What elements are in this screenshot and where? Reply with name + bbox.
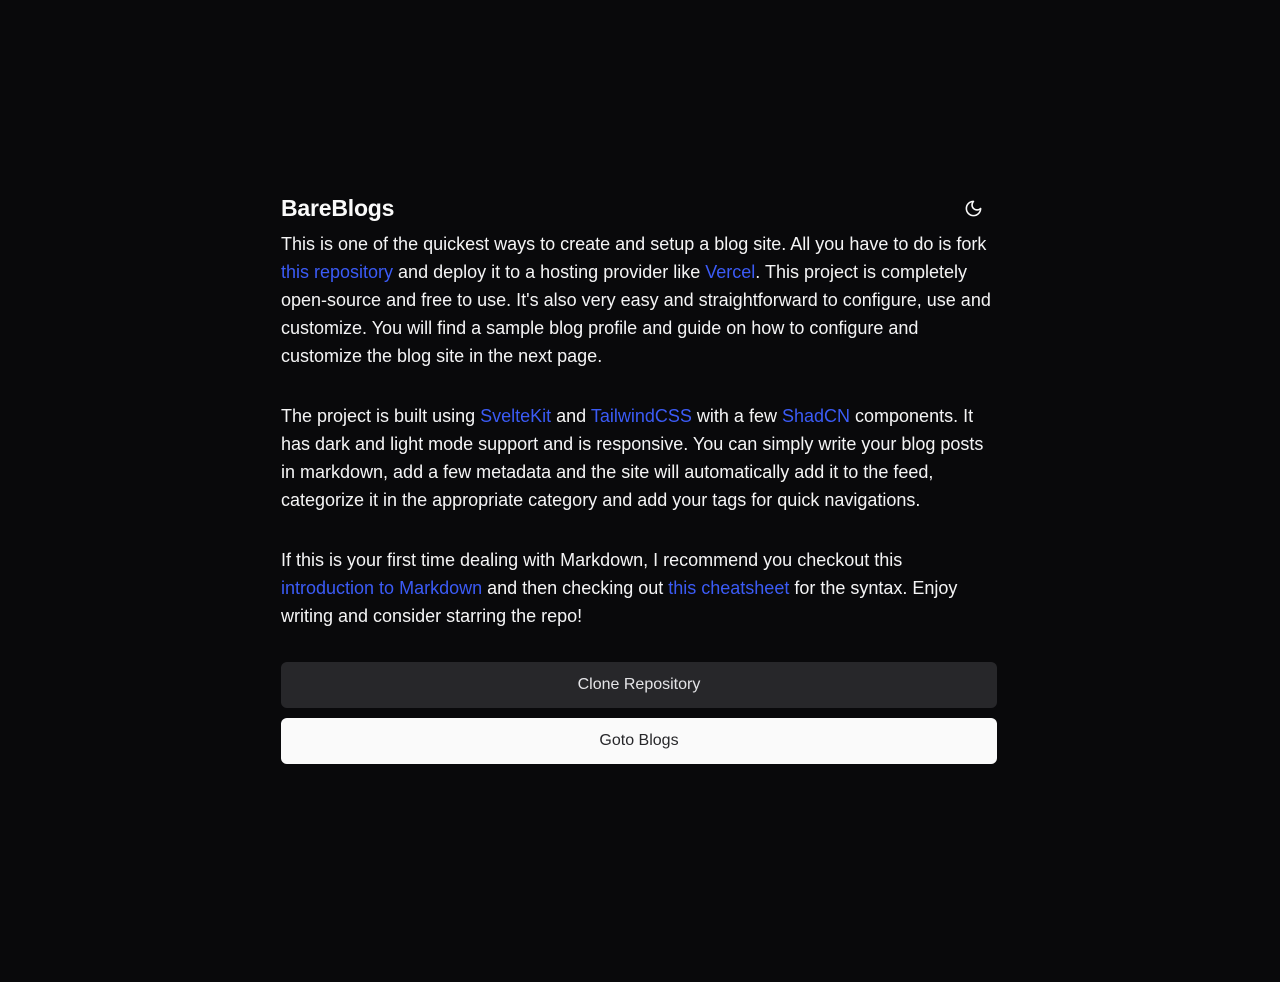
paragraph-text: The project is built using [281,406,481,426]
shadcn-link[interactable]: ShadCN [781,406,851,426]
intro-paragraph-3 [281,546,997,630]
paragraph-text: with a few [691,406,782,426]
tailwindcss-link[interactable]: TailwindCSS [590,406,692,426]
goto-blogs-button[interactable]: Goto Blogs [281,718,997,764]
action-buttons [281,662,997,764]
paragraph-text: . This project is completely open-source and free to use. It's also very easy and straightforward to configure, use and customize. You will find a sample blog profile and guide on how to configure and customize the blog site in the next page. [281,262,991,366]
vercel-link[interactable]: Vercel [705,262,756,282]
paragraph-text: and deploy it to a hosting provider like [393,262,706,282]
sveltekit-link[interactable]: SvelteKit [480,406,552,426]
clone-repository-button[interactable]: Clone Repository [281,662,997,708]
markdown-introduction-link[interactable]: introduction to Markdown [281,578,483,598]
cheatsheet-link[interactable]: this cheatsheet [668,578,790,598]
paragraph-text: This is one of the quickest ways to create and setup a blog site. All you have to do is fork [281,234,987,254]
main-container [281,190,997,764]
moon-icon [964,199,983,218]
theme-toggle-button[interactable] [957,192,989,224]
paragraph-text: components. It has dark and light mode support and is responsive. You can simply write your blog posts in markdown, add a few metadata and the site will automatically add it to the feed, categorize it in the appropriate category and add your tags for quick navigations. [281,406,984,510]
intro-paragraph-1 [281,230,997,370]
paragraph-text: and then checking out [482,578,669,598]
paragraph-text: If this is your first time dealing with Markdown, I recommend you checkout this [281,550,903,570]
this-repository-link[interactable]: this repository [281,262,394,282]
header [281,190,997,226]
paragraph-text: for the syntax. Enjoy writing and consider starring the repo! [281,578,958,626]
paragraph-text: and [551,406,591,426]
intro-paragraph-2 [281,402,997,514]
site-title[interactable]: BareBlogs [281,194,395,221]
